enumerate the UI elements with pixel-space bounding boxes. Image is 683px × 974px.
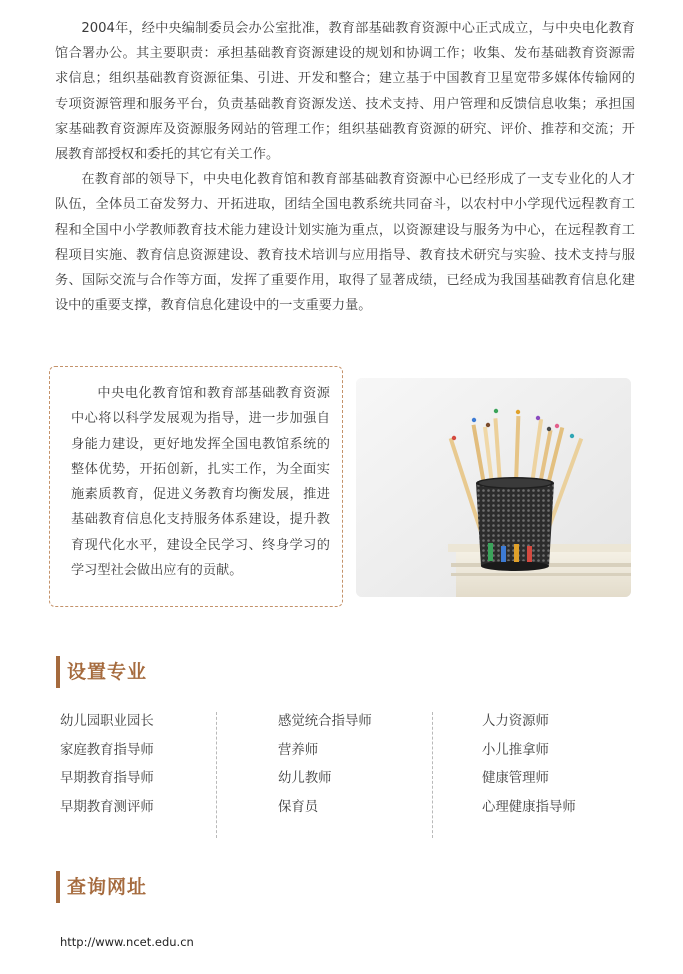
majors-column [482,712,576,838]
majors-section-title: 设置专业 [56,656,147,688]
major-item: 幼儿教师 [278,771,332,787]
intro-text [55,16,635,318]
major-item: 小儿推拿师 [482,742,549,758]
major-item: 保育员 [278,799,319,815]
site-section-title: 查询网址 [56,871,147,903]
major-item: 家庭教育指导师 [60,742,154,758]
majors-list [60,712,620,838]
quote-text: 中央电化教育馆和教育部基础教育资源中心将以科学发展观为指导，进一步加强自身能力建设，更好地发挥全国电教馆系统的整体优势，开拓创新，扎实工作，为全面实施素质教育，促进义务教育均衡发展，推进基础教育信息化支持服务体系建设，提升教育现代化水平，建设全民学习、终身学习的学习型社会做出应有的贡献。 [71,386,330,579]
major-item: 感觉统合指导师 [278,714,372,729]
pencil-cup-illustration [356,378,631,597]
major-item: 健康管理师 [482,771,549,787]
column-divider [216,712,217,838]
major-item: 营养师 [278,742,319,758]
majors-column [60,712,154,838]
column-divider [432,712,433,838]
site-url-link[interactable]: http://www.ncet.edu.cn [60,935,194,949]
major-item: 幼儿园职业园长 [60,714,154,729]
major-item: 人力资源师 [482,714,549,729]
intro-paragraph: 在教育部的领导下，中央电化教育馆和教育部基础教育资源中心已经形成了一支专业化的人才队伍，全体员工奋发努力、开拓进取，团结全国电教系统共同奋斗，以农村中小学现代远程教育工程和全国中小学教师教育技术能力建设计划实施为重点，以资源建设与服务为中心，在远程教育工程项目实施、教育信息资源建设、教育技术培训与应用指导、教育技术研究与实验、技术支持与服务、国际交流与合作等方面，发挥了重要作用，取得了显著成绩，已经成为我国基础教育信息化建设中的重要支撑，教育信息化建设中的一支重要力量。 [55,172,635,314]
pencil-cup-photo [356,378,631,597]
majors-column [278,712,372,838]
major-item: 早期教育测评师 [60,799,154,815]
quote-box [49,366,343,607]
intro-paragraph: 2004年，经中央编制委员会办公室批准，教育部基础教育资源中心正式成立，与中央电化教育馆合署办公。其主要职责：承担基础教育资源建设的规划和协调工作；收集、发布基础教育资源需求信息；组织基础教育资源征集、引进、开发和整合；建立基于中国教育卫星宽带多媒体传输网的专项资源管理和服务平台，负责基础教育资源发送、技术支持、用户管理和反馈信息收集；承担国家基础教育资源库及资源服务网站的管理工作；组织基础教育资源的研究、评价、推荐和交流；开展教育部授权和委托的其它有关工作。 [55,21,635,163]
major-item: 早期教育指导师 [60,771,154,787]
major-item: 心理健康指导师 [482,799,576,815]
